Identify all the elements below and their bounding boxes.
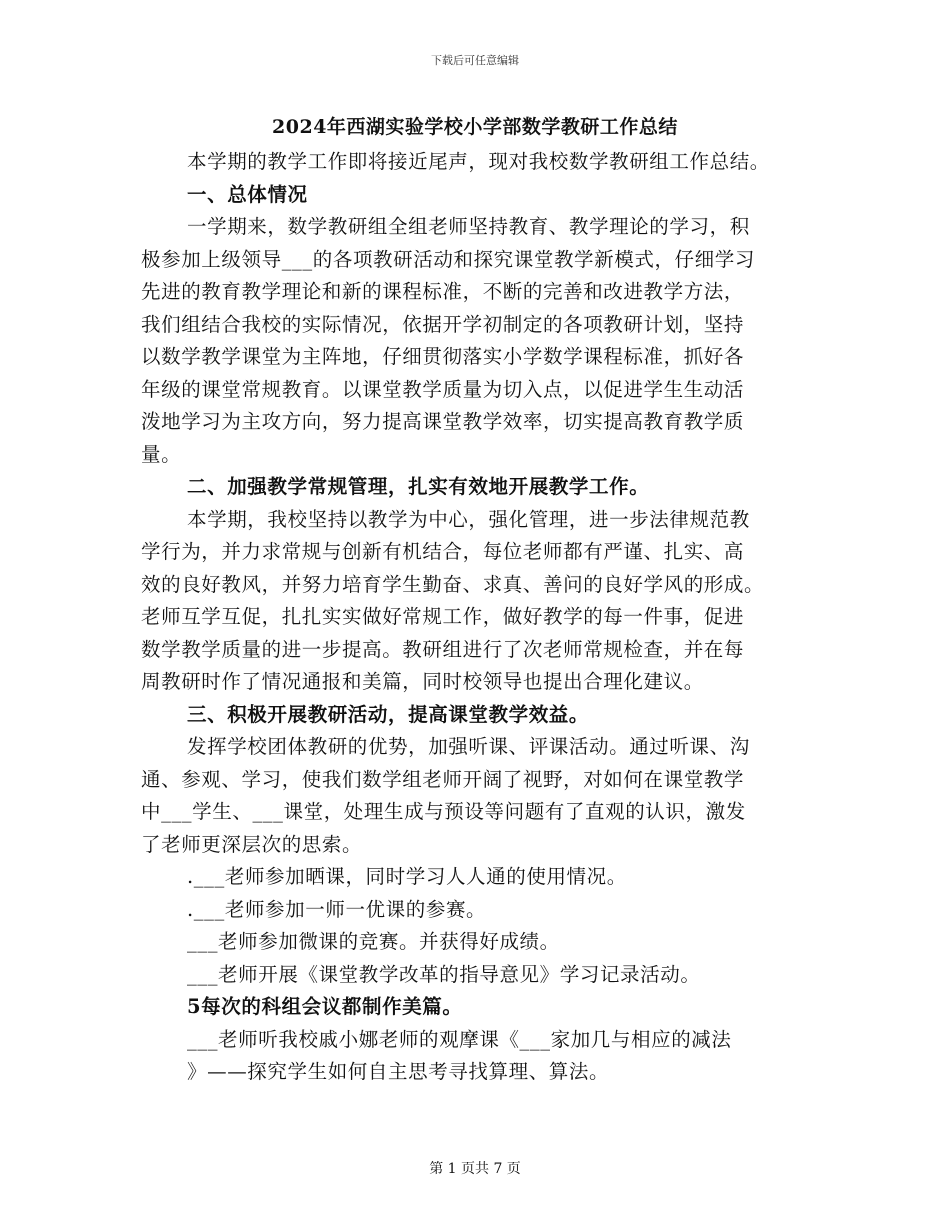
intro-paragraph: 本学期的教学工作即将接近尾声，现对我校数学教研组工作总结。 (187, 150, 770, 173)
list-item: .___老师参加一师一优课的参赛。 (187, 897, 487, 921)
paragraph-line: 学行为，并力求常规与创新有机结合，每位老师都有严谨、扎实、高 (141, 540, 745, 563)
header-note: 下载后可任意编辑 (431, 54, 519, 67)
list-item: .___老师参加晒课，同时学习人人通的使用情况。 (187, 865, 627, 888)
paragraph-line: 》——探究学生如何自主思考寻找算理、算法。 (187, 1060, 610, 1083)
paragraph-line: 量。 (141, 442, 182, 466)
paragraph-line: 数学教学质量的进一步提高。教研组进行了次老师常规检查，并在每 (141, 637, 745, 661)
section-heading-3: 三、积极开展教研活动，提高课堂教学效益。 (187, 702, 590, 726)
paragraph-line: 泼地学习为主攻方向，努力提高课堂教学效率，切实提高教育教学质 (141, 410, 745, 433)
paragraph-line: 老师互学互促，扎扎实实做好常规工作，做好教学的每一件事，促进 (141, 605, 745, 628)
paragraph-line: 以数学教学课堂为主阵地，仔细贯彻落实小学数学课程标准，抓好各 (141, 345, 745, 368)
paragraph-line: 我们组结合我校的实际情况，依据开学初制定的各项教研计划，坚持 (141, 312, 745, 336)
section-heading-2: 二、加强教学常规管理，扎实有效地开展教学工作。 (187, 475, 650, 498)
paragraph-line: 通、参观、学习，使我们数学组老师开阔了视野，对如何在课堂教学 (141, 767, 745, 791)
paragraph-line: 本学期，我校坚持以教学为中心，强化管理，进一步法律规范教 (187, 507, 750, 531)
list-item: ___老师参加微课的竞赛。并获得好成绩。 (187, 930, 560, 953)
paragraph-line: 一学期来，数学教研组全组老师坚持教育、教学理论的学习，积 (187, 215, 750, 238)
paragraph-line: 效的良好教风，并努力培育学生勤奋、求真、善问的良好学风的形成。 (141, 572, 765, 596)
paragraph-line: ___老师听我校戚小娜老师的观摩课《___家加几与相应的减法 (187, 1027, 732, 1051)
document-body (141, 146, 811, 1089)
list-item: ___老师开展《课堂教学改革的指导意见》学习记录活动。 (187, 962, 701, 986)
section-heading-1: 一、总体情况 (187, 182, 308, 206)
section-heading-4: 5每次的科组会议都制作美篇。 (187, 995, 463, 1018)
paragraph-line: 年级的课堂常规教育。以课堂教学质量为切入点，以促进学生生动活 (141, 377, 745, 401)
paragraph-line: 先进的教育教学理论和新的课程标准，不断的完善和改进教学方法， (141, 280, 745, 303)
document-title: 2024年西湖实验学校小学部数学教研工作总结 (272, 116, 678, 138)
paragraph-line: 极参加上级领导___的各项教研活动和探究课堂教学新模式，仔细学习 (141, 247, 755, 271)
paragraph-line: 周教研时作了情况通报和美篇，同时校领导也提出合理化建议。 (141, 670, 704, 693)
paragraph-line: 发挥学校团体教研的优势，加强听课、评课活动。通过听课、沟 (187, 735, 750, 758)
paragraph-line: 中___学生、___课堂，处理生成与预设等问题有了直观的认识，激发 (141, 800, 746, 823)
paragraph-line: 了老师更深层次的思索。 (141, 832, 363, 856)
page-number: 第 1 页共 7 页 (429, 1161, 521, 1177)
